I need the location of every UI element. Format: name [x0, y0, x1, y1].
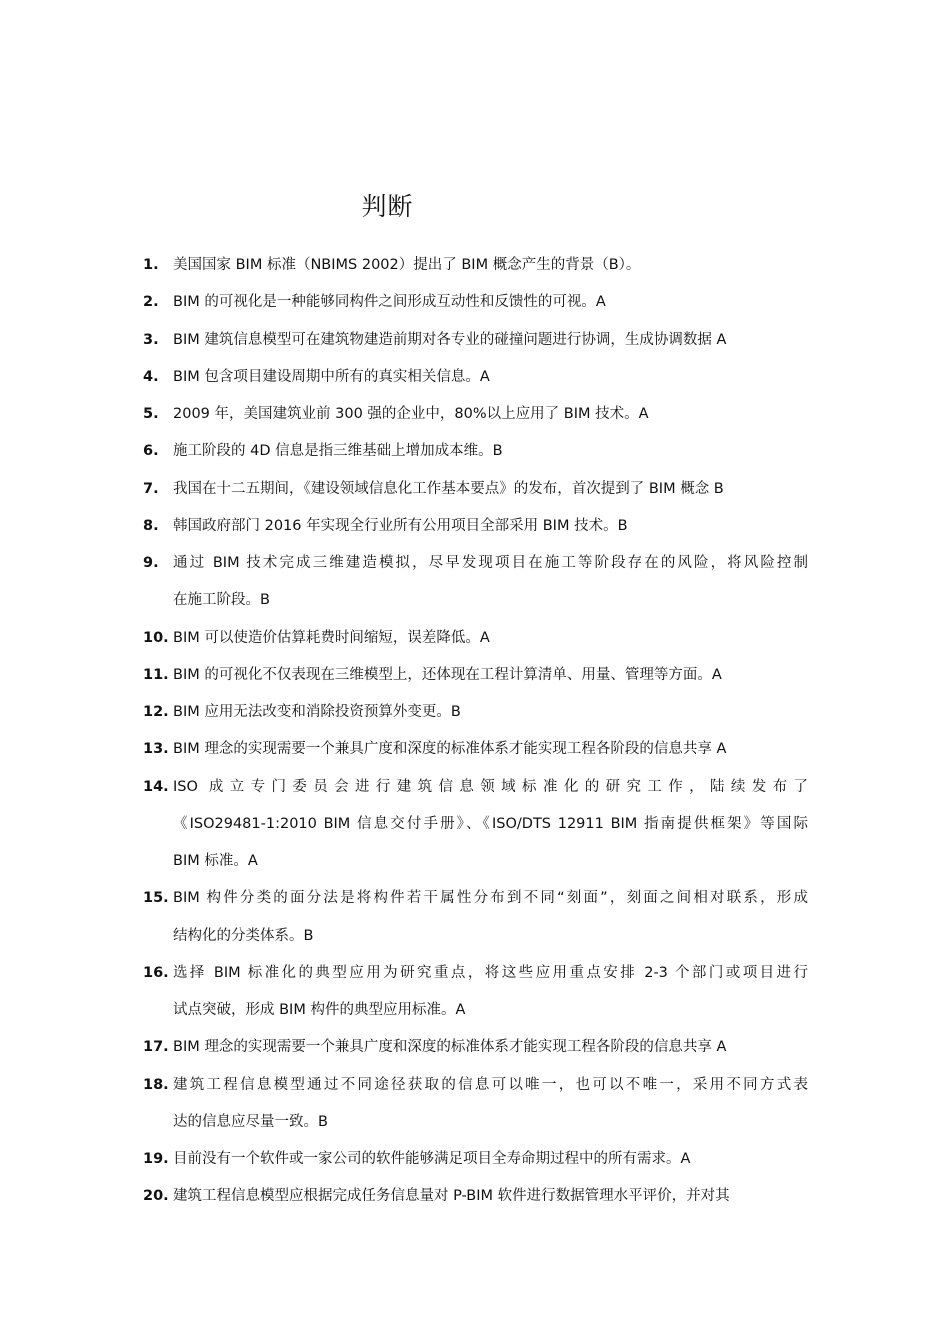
list-item-line — [0, 585, 950, 615]
list-item-line — [0, 287, 950, 317]
item-number: 8. — [143, 517, 159, 534]
list-item-line — [0, 1144, 950, 1174]
list-item-line — [0, 1070, 950, 1100]
item-text: ISO 成立专门委员会进行建筑信息领域标准化的研究工作，陆续发布了 — [173, 778, 808, 795]
item-text: BIM 理念的实现需要一个兼具广度和深度的标准体系才能实现工程各阶段的信息共享 A — [173, 741, 727, 758]
item-number: 18. — [143, 1076, 169, 1093]
item-number: 5. — [143, 406, 159, 422]
item-number: 15. — [143, 890, 169, 907]
item-text: 在施工阶段。B — [173, 592, 270, 609]
list-item-line — [0, 921, 950, 951]
item-number: 9. — [143, 555, 159, 571]
item-number: 19. — [143, 1151, 169, 1167]
list-item-line — [0, 995, 950, 1025]
item-text: BIM 构件分类的面分法是将构件若干属性分布到不同“刻面”，刻面之间相对联系，形成 — [173, 890, 808, 907]
item-text: BIM 理念的实现需要一个兼具广度和深度的标准体系才能实现工程各阶段的信息共享 A — [173, 1039, 727, 1056]
item-text: 美国国家 BIM 标准（NBIMS 2002）提出了 BIM 概念产生的背景（B）。 — [173, 257, 641, 273]
list-item-line — [0, 362, 950, 392]
item-text: BIM 可以使造价估算耗费时间缩短，误差降低。A — [173, 629, 490, 646]
item-number: 4. — [143, 368, 159, 385]
item-number: 17. — [143, 1039, 169, 1056]
item-text: 通过 BIM 技术完成三维建造模拟，尽早发现项目在施工等阶段存在的风险，将风险控制 — [173, 555, 808, 571]
list-item-line — [0, 1181, 950, 1211]
item-text: BIM 包含项目建设周期中所有的真实相关信息。A — [173, 368, 490, 385]
item-number: 10. — [143, 629, 169, 646]
list-item-line — [0, 436, 950, 466]
item-number: 16. — [143, 964, 169, 981]
item-text: BIM 的可视化不仅表现在三维模型上，还体现在工程计算清单、用量、管理等方面。A — [173, 666, 722, 683]
list-item-line — [0, 809, 950, 839]
list-item-line — [0, 399, 950, 429]
item-text: 建筑工程信息模型应根据完成任务信息量对 P-BIM 软件进行数据管理水平评价，并对其 — [173, 1188, 730, 1205]
list-item-line — [0, 846, 950, 876]
item-text: 建筑工程信息模型通过不同途径获取的信息可以唯一，也可以不唯一，采用不同方式表 — [173, 1076, 808, 1093]
item-number: 7. — [143, 480, 159, 497]
item-text: BIM 应用无法改变和消除投资预算外变更。B — [173, 704, 461, 720]
item-text: BIM 标准。A — [173, 853, 258, 869]
item-number: 3. — [143, 331, 159, 348]
list-item-line — [0, 958, 950, 988]
list-item-line — [0, 1107, 950, 1137]
list-item-line — [0, 325, 950, 355]
list-item-line — [0, 474, 950, 504]
item-number: 12. — [143, 704, 169, 720]
item-number: 20. — [143, 1188, 169, 1205]
list-item-line — [0, 883, 950, 913]
item-number: 13. — [143, 741, 169, 758]
item-text: 2009 年，美国建筑业前 300 强的企业中，80%以上应用了 BIM 技术。A — [173, 406, 649, 422]
item-text: BIM 的可视化是一种能够同构件之间形成互动性和反馈性的可视。A — [173, 294, 606, 311]
list-item-line — [0, 623, 950, 653]
list-item-line — [0, 548, 950, 578]
page-title: 判断 — [361, 191, 414, 221]
item-text: 韩国政府部门 2016 年实现全行业所有公用项目全部采用 BIM 技术。B — [173, 517, 628, 534]
item-text: 结构化的分类体系。B — [173, 927, 314, 944]
item-number: 14. — [143, 778, 169, 795]
list-item-line — [0, 250, 950, 280]
item-text: BIM 建筑信息模型可在建筑物建造前期对各专业的碰撞问题进行协调，生成协调数据 A — [173, 331, 727, 348]
list-item-line — [0, 734, 950, 764]
item-text: 试点突破，形成 BIM 构件的典型应用标准。A — [173, 1002, 466, 1018]
item-number: 11. — [143, 666, 169, 683]
list-item-line — [0, 660, 950, 690]
list-item-line — [0, 511, 950, 541]
item-text: 目前没有一个软件或一家公司的软件能够满足项目全寿命期过程中的所有需求。A — [173, 1151, 691, 1167]
list-item-line — [0, 697, 950, 727]
item-number: 1. — [143, 257, 159, 273]
list-item-line — [0, 772, 950, 802]
item-text: 我国在十二五期间，《建设领域信息化工作基本要点》的发布，首次提到了 BIM 概念 B — [173, 480, 724, 497]
item-number: 6. — [143, 443, 159, 460]
item-text: 施工阶段的 4D 信息是指三维基础上增加成本维。B — [173, 443, 503, 460]
item-number: 2. — [143, 294, 159, 311]
list-item-line — [0, 1032, 950, 1062]
item-text: 《ISO29481-1:2010 BIM 信息交付手册》、《ISO/DTS 12911 BIM 指南提供框架》等国际 — [173, 815, 808, 832]
item-text: 达的信息应尽量一致。B — [173, 1113, 328, 1130]
item-text: 选择 BIM 标准化的典型应用为研究重点，将这些应用重点安排 2-3 个部门或项目进行 — [173, 964, 808, 981]
